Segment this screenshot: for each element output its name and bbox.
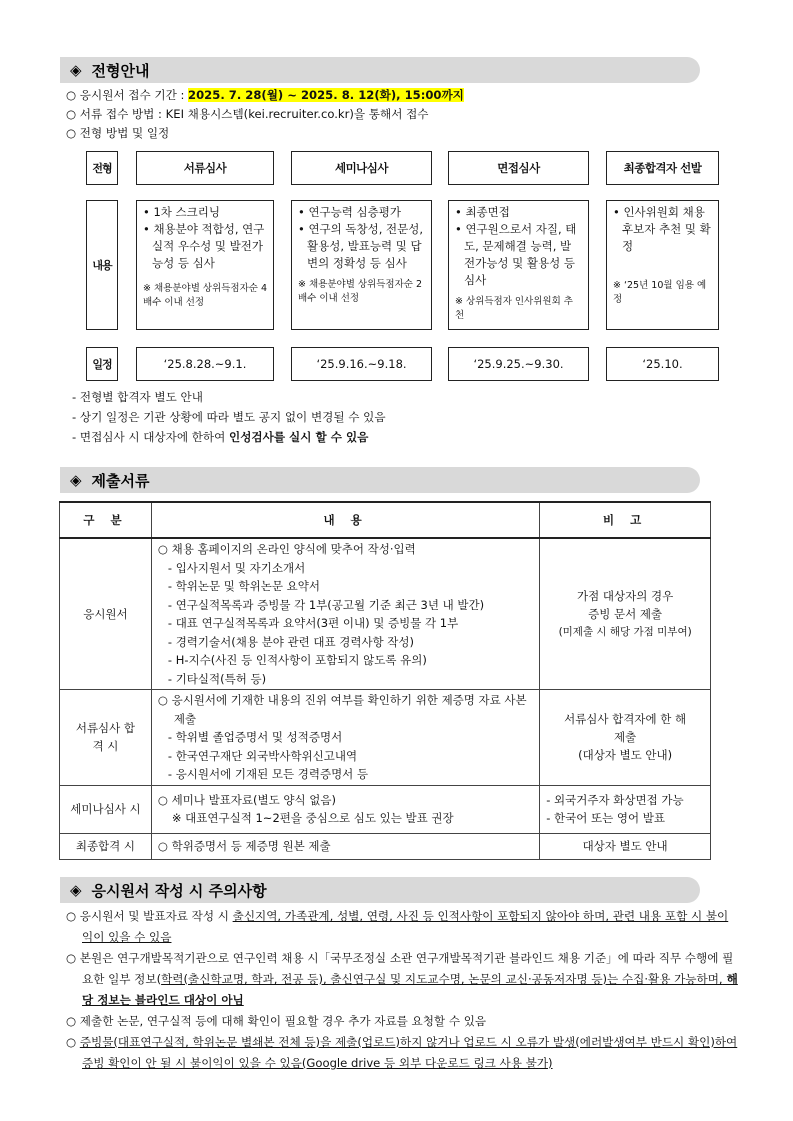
caution-item: ○ 제출한 논문, 연구실적 등에 대해 확인이 필요할 경우 추가 자료를 요청할 수 있음 (66, 1014, 487, 1028)
stage-date: ‘25.10. (606, 347, 719, 381)
note-cell: - 외국거주자 화상면접 가능 - 한국어 또는 영어 발표 (540, 785, 711, 833)
application-method: ○ 서류 접수 방법 : KEI 채용시스템(kei.recruiter.co.kr)을 통해서 접수 (66, 107, 429, 121)
section-title: 제출서류 (91, 471, 150, 490)
remark: - 면접심사 시 대상자에 한하여 인성검사를 실시 할 수 있음 (72, 430, 369, 444)
category-cell: 최종합격 시 (60, 833, 152, 859)
row-label-stage: 전형 (86, 151, 118, 185)
section-header-cautions (60, 877, 700, 903)
content-cell: ○ 세미나 발표자료(별도 양식 없음) ※ 대표연구실적 1~2편을 중심으로 심도 있는 발표 권장 (151, 785, 539, 833)
table-row (60, 833, 711, 859)
row-label-content: 내용 (86, 200, 118, 330)
table-row (60, 538, 711, 690)
column-header: 내 용 (151, 502, 539, 538)
content-cell: ○ 응시원서에 기재한 내용의 진위 여부를 확인하기 위한 제증명 자료 사본 제출 - 학위별 졸업증명서 및 성적증명서 - 한국연구재단 외국박사학위신고내역 - 응시원서에 기재된 모든 경력증명서 등 (151, 690, 539, 786)
table-header-row (60, 502, 711, 538)
selection-method-heading: ○ 전형 방법 및 일정 (66, 126, 170, 140)
stage-content: • 인사위원회 채용후보자 추천 및 확정 ※ ‘25년 10월 임용 예정 (606, 200, 719, 330)
stage-header: 서류심사 (136, 151, 274, 185)
column-header: 구 분 (60, 502, 152, 538)
application-period: ○ 응시원서 접수 기간 : 2025. 7. 28(월) ~ 2025. 8. 12(화), 15:00까지 (66, 88, 464, 102)
content-cell: ○ 학위증명서 등 제증명 원본 제출 (151, 833, 539, 859)
stage-header: 세미나심사 (291, 151, 432, 185)
section-title: 전형안내 (91, 61, 150, 80)
table-row (60, 785, 711, 833)
stage-content: • 연구능력 심층평가 • 연구의 독창성, 전문성, 활용성, 발표능력 및 답변의 정확성 등 심사 ※ 채용분야별 상위득점자순 2배수 이내 선정 (291, 200, 432, 330)
table-row (60, 690, 711, 786)
documents-table (59, 501, 711, 860)
stage-header: 면접심사 (448, 151, 589, 185)
row-label-schedule: 일정 (86, 347, 118, 381)
caution-item: ○ 응시원서 및 발표자료 작성 시 출신지역, 가족관계, 성별, 연령, 사진 등 인적사항이 포함되지 않아야 하며, 관련 내용 포함 시 불이익이 있을 수 있음 (66, 909, 729, 944)
section-header-documents (60, 467, 700, 493)
category-cell: 서류심사 합격 시 (60, 690, 152, 786)
caution-item: ○ 증빙물(대표연구실적, 학위논문 별쇄본 전체 등)을 제출(업로드)하지 않거나 업로드 시 오류가 발생(에러발생여부 반드시 확인)하여 증빙 확인이 안 될 시 불이익이 있을 수 있음(Google drive 등 외부 다운로드 링크 사용 불가) (66, 1035, 738, 1070)
stage-date: ‘25.9.16.~9.18. (291, 347, 432, 381)
note-cell: 서류심사 합격자에 한 해 제출 (대상자 별도 안내) (540, 690, 711, 786)
section-title: 응시원서 작성 시 주의사항 (91, 881, 267, 900)
content-cell: ○ 채용 홈페이지의 온라인 양식에 맞추어 작성·입력 - 입사지원서 및 자기소개서 - 학위논문 및 학위논문 요약서 - 연구실적목록과 증빙물 각 1부(공고월 기준 최근 3년 내 발간) - 대표 연구실적목록과 요약서(3편 이내) 및 증빙물 각 1부 - 경력기술서(채용 분야 관련 대표 경력사항 작성) - H-지수(사진 등 인적사항이 포함되지 않도록 유의) - 기타실적(특허 등) (151, 538, 539, 690)
stage-content: • 1차 스크리닝 • 채용분야 적합성, 연구실적 우수성 및 발전가능성 등 심사 ※ 채용분야별 상위득점자순 4배수 이내 선정 (136, 200, 274, 330)
remark: - 상기 일정은 기관 상황에 따라 별도 공지 없이 변경될 수 있음 (72, 410, 386, 424)
stage-date: ‘25.9.25.~9.30. (448, 347, 589, 381)
diamond-icon: ◈ (70, 61, 82, 79)
column-header: 비 고 (540, 502, 711, 538)
section-header-selection-guide (60, 57, 700, 83)
stage-date: ‘25.8.28.~9.1. (136, 347, 274, 381)
category-cell: 세미나심사 시 (60, 785, 152, 833)
diamond-icon: ◈ (70, 881, 82, 899)
diamond-icon: ◈ (70, 471, 82, 489)
note-cell: 대상자 별도 안내 (540, 833, 711, 859)
note-cell: 가점 대상자의 경우 증빙 문서 제출 (미제출 시 해당 가점 미부여) (540, 538, 711, 690)
caution-item: ○ 본원은 연구개발목적기관으로 연구인력 채용 시「국무조정실 소관 연구개발목적기관 블라인드 채용 기준」에 따라 직무 수행에 필요한 일부 정보(학력(출신학교명, 학과, 전공 등), 출신연구실 및 지도교수명, 논문의 교신·공동저자명 등)는 수집·활용 가능하며, 해당 정보는 블라인드 대상이 아님 (66, 951, 738, 1007)
remark: - 전형별 합격자 별도 안내 (72, 390, 203, 404)
stage-header: 최종합격자 선발 (606, 151, 719, 185)
stage-content: • 최종면접 • 연구원으로서 자질, 태도, 문제해결 능력, 발전가능성 및 활용성 등 심사 ※ 상위득점자 인사위원회 추천 (448, 200, 589, 330)
category-cell: 응시원서 (60, 538, 152, 690)
